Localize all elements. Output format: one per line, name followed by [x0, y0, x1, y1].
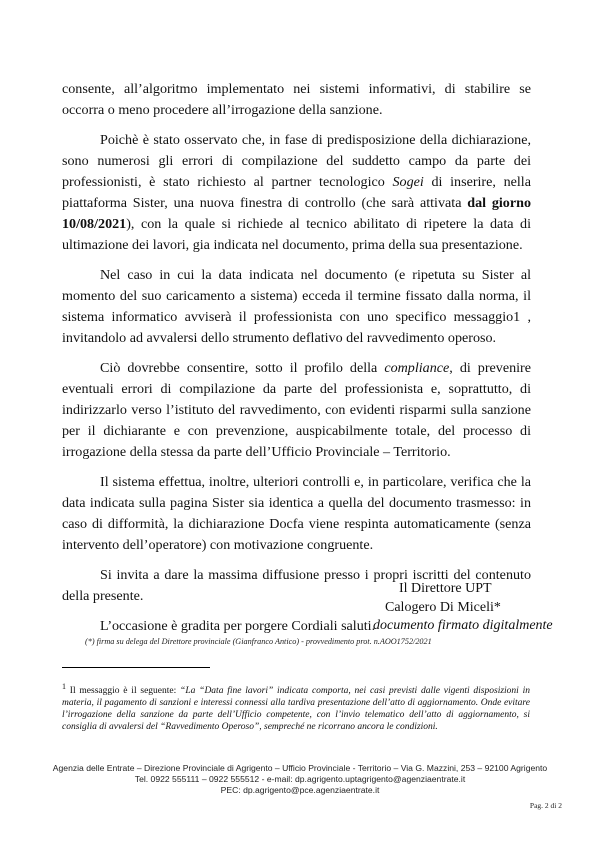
- footer-contacts: Tel. 0922 555111 – 0922 555512 - e-mail: dp.agrigento.uptagrigento@agenziaentrate.it: [134, 774, 466, 784]
- footnote: [62, 681, 530, 733]
- footnote-intro: Il messaggio è il seguente:: [66, 686, 181, 696]
- paragraph-2-text-a: Poichè è stato osservato che, in fase di predisposizione della dichiarazione, sono numerosi gli errori di compilazione del suddetto campo da parte dei professionisti, è stato richiesto al partner tecnologico: [62, 132, 531, 190]
- signature-title: Il Direttore UPT: [399, 581, 492, 596]
- page-number: Pag. 2 di 2: [529, 801, 562, 810]
- paragraph-3-text-b: , invitandolo ad avvalersi dello strumento deflativo del ravvedimento operoso.: [62, 309, 532, 346]
- compliance-term: compliance: [384, 360, 450, 376]
- paragraph-3-text-a: Nel caso in cui la data indicata nel documento (e ripetuta su Sister al momento del suo caricamento a sistema) ecceda il termine fissato dalla norma, il sistema informatico avviserà il professionista con uno specifico messaggio: [62, 267, 531, 325]
- footnote-message: “La “Data fine lavori” indicata comporta, nei casi previsti dalle vigenti disposizioni in materia, il pagamento di sanzioni e interessi connessi alla tardiva presentazione dell’atto di aggiornamento. Onde evitare l’irrogazione della sanzione da parte dell’Ufficio competente, con l’invio telematico dell’atto di aggiornamento, si consiglia di avvalersi del “Ravvedimento Operoso”, sempreché ne ricorrano ancora le condizioni.: [62, 686, 530, 732]
- paragraph-2: [62, 130, 531, 256]
- footnote-reference: 1: [513, 309, 521, 325]
- paragraph-2-text-c: di inserire, nella piattaforma Sister, una nuova finestra di controllo (che sarà attivata: [62, 174, 531, 211]
- paragraph-4-text-a: Ciò dovrebbe consentire, sotto il profilo della: [100, 360, 385, 376]
- letter-body: [62, 79, 531, 637]
- sogei-term: Sogei: [392, 174, 424, 190]
- footnote-separator: [62, 667, 210, 668]
- paragraph-4: [62, 358, 531, 463]
- footnote-number: 1: [62, 681, 66, 691]
- signature-name: Calogero Di Miceli*: [385, 600, 501, 615]
- footer-address: Agenzia delle Entrate – Direzione Provinciale di Agrigento – Ufficio Provinciale - Territorio – Via G. Mazzini, 253 – 92100 Agrigento: [52, 763, 548, 773]
- paragraph-6: Si invita a dare la massima diffusione presso i propri iscritti del contenuto della presente.: [62, 567, 531, 604]
- delegation-note: (*) firma su delega del Direttore provinciale (Gianfranco Antico) - provvedimento prot. n.AOO1752/2021: [85, 637, 432, 646]
- activation-date: dal giorno 10/08/2021: [62, 195, 531, 232]
- paragraph-2-text-e: ), con la quale si richiede al tecnico abilitato di ripetere la data di ultimazione dei lavori, gia indicata nel documento, prima della sua presentazione.: [62, 216, 531, 253]
- signature-digital-note: documento firmato digitalmente: [373, 618, 553, 633]
- paragraph-7: L’occasione è gradita per porgere Cordiali saluti.: [100, 618, 376, 634]
- paragraph-3: [62, 265, 531, 349]
- footer-pec: PEC: dp.agrigento@pce.agenziaentrate.it: [220, 785, 380, 795]
- paragraph-5: Il sistema effettua, inoltre, ulteriori controlli e, in particolare, verifica che la data indicata sulla pagina Sister sia identica a quella del documento trasmesso: in caso di difformità, la dichiarazione Docfa viene respinta automaticamente (senza intervento dell’operatore) con motivazione congruente.: [62, 474, 531, 553]
- paragraph-4-text-c: , di prevenire eventuali errori di compilazione da parte del professionista e, soprattutto, di indirizzarlo verso l’istituto del ravvedimento, con evidenti risparmi sulla sanzione per il dichiarante e con prevenzione, auspicabilmente totale, del processo di irrogazione della stessa da parte dell’Ufficio Provinciale – Territorio.: [62, 360, 531, 460]
- paragraph-1: consente, all’algoritmo implementato nei sistemi informativi, di stabilire se occorra o meno procedere all’irrogazione della sanzione.: [62, 81, 531, 118]
